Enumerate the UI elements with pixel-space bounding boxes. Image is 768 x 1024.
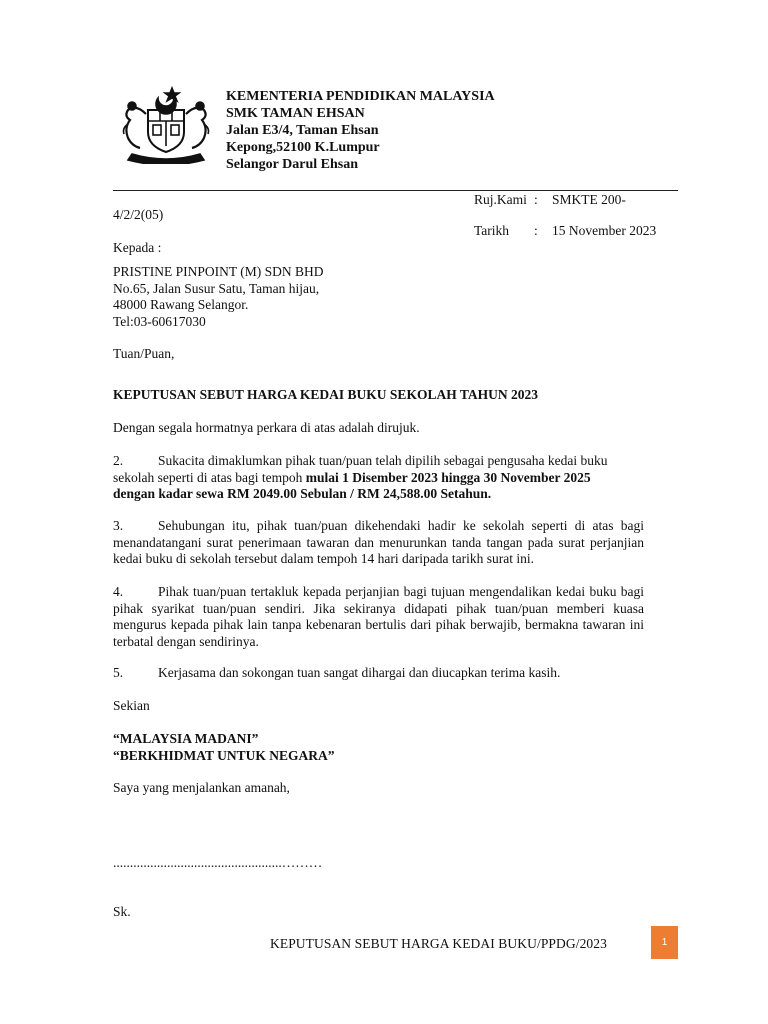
school-address-line-3: Selangor Darul Ehsan — [226, 157, 358, 172]
recipient-address-line-1: No.65, Jalan Susur Satu, Taman hijau, — [113, 280, 320, 296]
school-address-line-1: Jalan E3/4, Taman Ehsan — [226, 123, 379, 138]
ruj-colon: : — [534, 192, 538, 207]
sekian: Sekian — [113, 698, 150, 713]
to-label: Kepada : — [113, 240, 162, 255]
coat-of-arms-icon — [118, 84, 214, 164]
ruj-label: Ruj.Kami — [474, 192, 527, 207]
ruj-value-continued: 4/2/2(05) — [113, 207, 164, 222]
paragraph-5-number: 5. — [113, 665, 124, 680]
paragraph-2 — [113, 453, 633, 503]
recipient-company: PRISTINE PINPOINT (M) SDN BHD — [113, 264, 324, 279]
recipient-phone: Tel:03-60617030 — [113, 313, 206, 329]
header-divider — [113, 190, 678, 191]
footer-title: KEPUTUSAN SEBUT HARGA KEDAI BUKU/PPDG/2023 — [270, 936, 607, 951]
subject-heading: KEPUTUSAN SEBUT HARGA KEDAI BUKU SEKOLAH TAHUN 2023 — [113, 387, 538, 402]
paragraph-5-text: Kerjasama dan sokongan tuan sangat dihargai dan diucapkan terima kasih. — [158, 665, 561, 680]
paragraph-2-text: Sukacita dimaklumkan pihak tuan/puan telah dipilih sebagai pengusaha kedai buku sekolah seperti di atas bagi tempoh — [113, 453, 608, 485]
paragraph-4 — [113, 584, 644, 650]
recipient-address — [113, 264, 324, 330]
paragraph-3-number: 3. — [113, 518, 124, 533]
page-number: 1 — [661, 937, 668, 948]
paragraph-2-number: 2. — [113, 453, 124, 468]
tarikh-value: 15 November 2023 — [552, 223, 657, 238]
motto-berkhidmat: “BERKHIDMAT UNTUK NEGARA” — [113, 747, 335, 763]
amanah-line: Saya yang menjalankan amanah, — [113, 780, 290, 795]
ministry-name: KEMENTERIA PENDIDIKAN MALAYSIA — [226, 89, 495, 104]
recipient-address-line-2: 48000 Rawang Selangor. — [113, 297, 249, 312]
paragraph-3-text: Sehubungan itu, pihak tuan/puan dikehendaki hadir ke sekolah seperti di atas bagi menandatangani surat penerimaan tawaran dan menurunkan tanda tangan pada surat perjanjian kedai buku di sekolah tersebut dalam tempoh 14 hari daripada tarikh surat ini. — [113, 518, 644, 566]
sk-copy-label: Sk. — [113, 904, 131, 919]
paragraph-3 — [113, 518, 644, 568]
tarikh-label: Tarikh — [474, 223, 510, 238]
school-name: SMK TAMAN EHSAN — [226, 106, 365, 121]
paragraph-5 — [113, 665, 644, 682]
paragraph-2-bold-text: mulai 1 Disember 2023 hingga 30 November 2025 dengan kadar sewa RM 2049.00 Sebulan / RM 24,588.00 Setahun. — [113, 469, 591, 501]
page-number-badge — [651, 926, 678, 959]
ruj-value: SMKTE 200- — [552, 192, 626, 207]
tarikh-colon: : — [534, 223, 538, 238]
paragraph-4-text: Pihak tuan/puan tertakluk kepada perjanjian bagi tujuan mengendalikan kedai buku bagi pihak syarikat tuan/puan sendiri. Jika sekiranya didapati pihak tuan/puan memberi kuasa mengurus kepada pihak lain tanpa kebenaran bertulis dari pihak berwajib, bermakna tawaran ini terbatal dengan sendirinya. — [113, 584, 644, 649]
intro-paragraph: Dengan segala hormatnya perkara di atas adalah dirujuk. — [113, 420, 420, 435]
salutation: Tuan/Puan, — [113, 346, 175, 361]
motto-block — [113, 731, 335, 764]
signature-line: ..................................................……… — [113, 855, 323, 870]
motto-malaysia-madani: “MALAYSIA MADANI” — [113, 731, 259, 746]
paragraph-4-number: 4. — [113, 584, 124, 599]
school-address-line-2: Kepong,52100 K.Lumpur — [226, 140, 380, 155]
letterhead — [226, 88, 495, 173]
